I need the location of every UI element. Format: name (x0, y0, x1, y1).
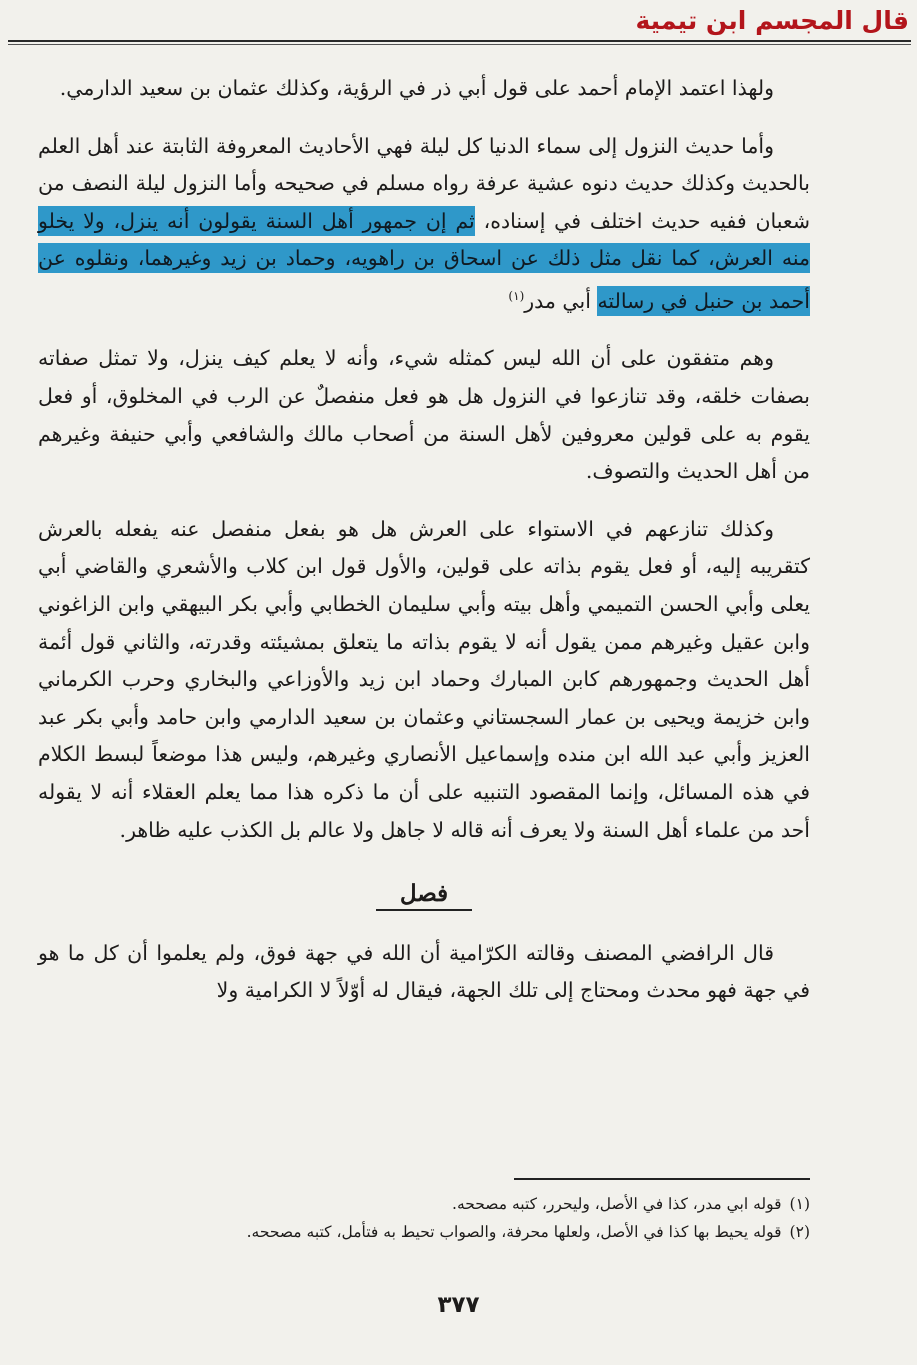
footnote-2-number: (٢) (789, 1223, 810, 1241)
paragraph-2 (38, 128, 810, 321)
page-number: ٣٧٧ (437, 1292, 480, 1318)
paragraph-1: ولهذا اعتمد الإمام أحمد على قول أبي ذر في الرؤية، وكذلك عثمان بن سعيد الدارمي. (59, 76, 774, 100)
footnote-reference-1[interactable]: (١) (508, 288, 525, 303)
header-rule (8, 40, 911, 45)
footnote-1-number: (١) (789, 1195, 810, 1213)
running-header-title: قال المجسم ابن تيمية (635, 6, 909, 35)
paragraph-5: قال الرافضي المصنف وقالته الكرّامية أن الله في جهة فوق، ولم يعلموا أن كل ما هو في جهة فهو محدث ومحتاج إلى تلك الجهة، فيقال له أوّلاً لا الكرامية ولا (38, 940, 810, 1003)
footnote-1 (90, 1190, 810, 1218)
highlighted-tail: أبي مدر (524, 288, 591, 313)
footnotes (90, 1190, 810, 1246)
paragraph-4: وكذلك تنازعهم في الاستواء على العرش هل هو بفعل منفصل عنه يفعله بالعرش كتقريبه إليه، أو فعل يقوم بذاته على قولين، والأول قول ابن كلاب والأشعري والقاضي أبي يعلى وأبي الحسن التميمي وأهل بيته وأبي سليمان الخطابي وأبي بكر البيهقي وابن الزاغوني وابن عقيل وغيرهم ممن يقول أنه لا يقوم بذاته ما يتعلق بمشيئته وقدرته، والثاني قول أئمة أهل الحديث وجمهورهم كابن المبارك وحماد ابن زيد والأوزاعي والبخاري وحرب الكرماني وابن خزيمة ويحيى بن عمار السجستاني وعثمان بن سعيد الدارمي وابن حامد وأبي بكر عبد العزيز وأبي عبد الله ابن منده وإسماعيل الأنصاري وغيرهم، وليس هذا موضعاً لبسط الكلام في هذه المسائل، وإنما المقصود التنبيه على أن ما ذكره هذا مما يعلم العقلاء أنه لا يقوله أحد من علماء أهل السنة ولا يعرف أنه قاله لا جاهل ولا عالم بل الكذب عليه ظاهر. (38, 516, 810, 842)
paragraph-2-text: وأما حديث النزول إلى سماء الدنيا كل ليلة فهي الأحاديث المعروفة الثابتة عند أهل العلم بالحديث وكذلك حديث دنوه عشية عرفة رواه مسلم في صحيحه وأما النزول ليلة النصف من شعبان ففيه حديث اختلف في إسناده، (38, 133, 810, 233)
section-heading (38, 875, 810, 913)
section-heading-text: فصل (376, 880, 472, 911)
footnote-2-text: قوله يحيط بها كذا في الأصل، ولعلها محرفة، والصواب تحيط به فتأمل، كتبه مصححه. (246, 1223, 782, 1241)
footnote-1-text: قوله ابي مدر، كذا في الأصل، وليحرر، كتبه مصححه. (452, 1195, 782, 1213)
paragraph-3: وهم متفقون على أن الله ليس كمثله شيء، وأنه لا يعلم كيف ينزل، ولا تمثل صفاته بصفات خلقه، وقد تنازعوا في النزول هل هو فعل منفصلٌ عن الرب في المخلوق، أو فعل يقوم به على قولين معروفين لأهل السنة من أصحاب مالك والشافعي وأبي حنيفة وغيرهم من أهل الحديث والتصوف. (38, 346, 810, 484)
footnote-rule (514, 1178, 810, 1180)
highlighted-passage-text: ثم إن جمهور أهل السنة يقولون أنه ينزل، ولا يخلو منه العرش، كما نقل مثل ذلك عن اسحاق بن راهويه، وحماد بن زيد وغيرهما، ونقلوه عن أحمد بن حنبل في رسالته (38, 208, 810, 313)
main-text (38, 70, 810, 1030)
footnote-2 (90, 1218, 810, 1246)
